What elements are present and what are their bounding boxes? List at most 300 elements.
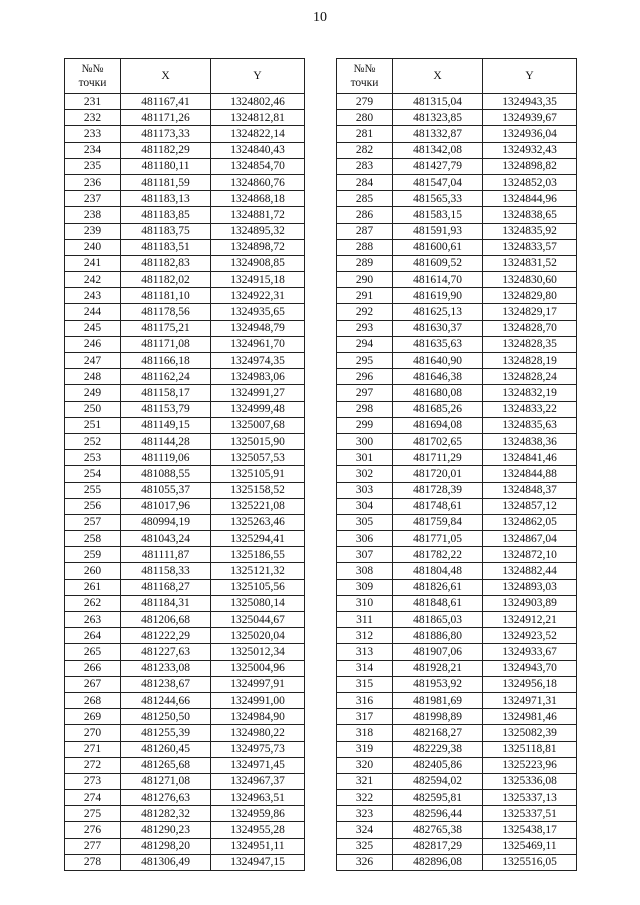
point-number-cell: 263 <box>65 612 121 628</box>
x-coordinate-cell: 481630,37 <box>393 320 483 336</box>
y-coordinate-cell: 1325158,52 <box>211 482 305 498</box>
point-header-line-1: №№ <box>353 63 376 75</box>
point-number-cell: 276 <box>65 822 121 838</box>
table-row <box>337 110 577 126</box>
y-coordinate-cell: 1324933,67 <box>483 644 577 660</box>
point-number-cell: 244 <box>65 304 121 320</box>
y-coordinate-cell: 1324835,92 <box>483 223 577 239</box>
table-body <box>337 94 577 871</box>
x-coordinate-cell: 482765,38 <box>393 822 483 838</box>
point-number-cell: 231 <box>65 94 121 110</box>
y-coordinate-cell: 1324882,44 <box>483 563 577 579</box>
point-number-cell: 296 <box>337 369 393 385</box>
y-coordinate-cell: 1324935,65 <box>211 304 305 320</box>
x-coordinate-cell: 481244,66 <box>121 692 211 708</box>
table-header-row <box>65 59 305 94</box>
x-coordinate-cell: 481565,33 <box>393 191 483 207</box>
table-row <box>65 806 305 822</box>
point-number-cell: 242 <box>65 272 121 288</box>
x-coordinate-cell: 481182,83 <box>121 255 211 271</box>
x-coordinate-cell: 481158,33 <box>121 563 211 579</box>
x-coordinate-cell: 481907,06 <box>393 644 483 660</box>
y-coordinate-cell: 1325337,13 <box>483 790 577 806</box>
x-coordinate-cell: 481771,05 <box>393 531 483 547</box>
table-row <box>65 854 305 870</box>
x-coordinate-cell: 481619,90 <box>393 288 483 304</box>
x-coordinate-cell: 481547,04 <box>393 174 483 190</box>
y-coordinate-cell: 1325221,08 <box>211 498 305 514</box>
x-coordinate-cell: 481748,61 <box>393 498 483 514</box>
x-coordinate-cell: 481886,80 <box>393 628 483 644</box>
table-row <box>337 531 577 547</box>
y-coordinate-cell: 1324872,10 <box>483 547 577 563</box>
table-row <box>337 563 577 579</box>
point-number-cell: 322 <box>337 790 393 806</box>
point-number-cell: 302 <box>337 466 393 482</box>
y-coordinate-cell: 1324829,80 <box>483 288 577 304</box>
x-coordinate-cell: 482594,02 <box>393 773 483 789</box>
point-number-cell: 251 <box>65 417 121 433</box>
table-row <box>337 757 577 773</box>
point-number-cell: 290 <box>337 272 393 288</box>
table-row <box>337 239 577 255</box>
point-number-cell: 316 <box>337 692 393 708</box>
point-number-cell: 298 <box>337 401 393 417</box>
table-row <box>337 94 577 110</box>
y-coordinate-cell: 1324898,82 <box>483 158 577 174</box>
table-row <box>337 353 577 369</box>
table-row <box>65 94 305 110</box>
x-coordinate-cell: 481119,06 <box>121 450 211 466</box>
table-row <box>65 676 305 692</box>
table-row <box>337 595 577 611</box>
table-row <box>337 385 577 401</box>
table-row <box>65 595 305 611</box>
y-coordinate-cell: 1324862,05 <box>483 514 577 530</box>
y-coordinate-cell: 1324895,32 <box>211 223 305 239</box>
point-number-cell: 299 <box>337 417 393 433</box>
point-number-cell: 318 <box>337 725 393 741</box>
point-number-cell: 240 <box>65 239 121 255</box>
table-row <box>337 450 577 466</box>
point-number-cell: 272 <box>65 757 121 773</box>
x-coordinate-cell: 481166,18 <box>121 353 211 369</box>
table-row <box>337 401 577 417</box>
y-coordinate-cell: 1324984,90 <box>211 709 305 725</box>
y-coordinate-cell: 1324943,35 <box>483 94 577 110</box>
table-row <box>337 854 577 870</box>
table-row <box>65 838 305 854</box>
table-row <box>65 239 305 255</box>
x-coordinate-cell: 481171,08 <box>121 336 211 352</box>
y-coordinate-cell: 1324961,70 <box>211 336 305 352</box>
table-row <box>337 498 577 514</box>
x-coordinate-cell: 481290,23 <box>121 822 211 838</box>
point-number-cell: 308 <box>337 563 393 579</box>
y-coordinate-cell: 1324936,04 <box>483 126 577 142</box>
y-coordinate-cell: 1324802,46 <box>211 94 305 110</box>
x-coordinate-cell: 481017,96 <box>121 498 211 514</box>
y-coordinate-cell: 1325015,90 <box>211 433 305 449</box>
y-coordinate-cell: 1325186,55 <box>211 547 305 563</box>
table-row <box>65 385 305 401</box>
x-coordinate-cell: 481635,63 <box>393 336 483 352</box>
y-coordinate-cell: 1324828,70 <box>483 320 577 336</box>
table-row <box>65 207 305 223</box>
table-row <box>65 498 305 514</box>
table-row <box>65 741 305 757</box>
table-row <box>337 158 577 174</box>
point-number-cell: 245 <box>65 320 121 336</box>
point-number-cell: 295 <box>337 353 393 369</box>
y-coordinate-cell: 1324923,52 <box>483 628 577 644</box>
table-row <box>337 304 577 320</box>
x-coordinate-cell: 481260,45 <box>121 741 211 757</box>
table-row <box>337 336 577 352</box>
x-coordinate-cell: 481680,08 <box>393 385 483 401</box>
point-number-cell: 300 <box>337 433 393 449</box>
point-number-cell: 312 <box>337 628 393 644</box>
point-number-cell: 257 <box>65 514 121 530</box>
x-coordinate-cell: 481427,79 <box>393 158 483 174</box>
point-number-cell: 283 <box>337 158 393 174</box>
y-coordinate-cell: 1324951,11 <box>211 838 305 854</box>
point-number-cell: 262 <box>65 595 121 611</box>
point-number-cell: 241 <box>65 255 121 271</box>
x-coordinate-cell: 481168,27 <box>121 579 211 595</box>
y-coordinate-cell: 1324932,43 <box>483 142 577 158</box>
point-number-cell: 249 <box>65 385 121 401</box>
point-number-cell: 239 <box>65 223 121 239</box>
x-coordinate-cell: 480994,19 <box>121 514 211 530</box>
table-row <box>65 255 305 271</box>
x-coordinate-cell: 481928,21 <box>393 660 483 676</box>
table-row <box>65 547 305 563</box>
point-number-cell: 309 <box>337 579 393 595</box>
table-row <box>65 126 305 142</box>
y-coordinate-cell: 1324959,86 <box>211 806 305 822</box>
x-coordinate-cell: 481981,69 <box>393 692 483 708</box>
x-coordinate-cell: 481694,08 <box>393 417 483 433</box>
x-coordinate-cell: 481685,26 <box>393 401 483 417</box>
y-coordinate-cell: 1324841,46 <box>483 450 577 466</box>
point-number-cell: 254 <box>65 466 121 482</box>
table-row <box>65 612 305 628</box>
x-coordinate-cell: 482817,29 <box>393 838 483 854</box>
point-number-cell: 273 <box>65 773 121 789</box>
x-coordinate-cell: 481782,22 <box>393 547 483 563</box>
x-coordinate-cell: 481255,39 <box>121 725 211 741</box>
y-coordinate-cell: 1324981,46 <box>483 709 577 725</box>
x-coordinate-cell: 481342,08 <box>393 142 483 158</box>
y-coordinate-cell: 1324956,18 <box>483 676 577 692</box>
x-coordinate-cell: 481183,85 <box>121 207 211 223</box>
x-coordinate-cell: 481158,17 <box>121 385 211 401</box>
x-coordinate-cell: 481144,28 <box>121 433 211 449</box>
point-number-cell: 260 <box>65 563 121 579</box>
point-number-cell: 282 <box>337 142 393 158</box>
point-number-cell: 232 <box>65 110 121 126</box>
point-number-cell: 279 <box>337 94 393 110</box>
point-number-cell: 326 <box>337 854 393 870</box>
point-number-cell: 287 <box>337 223 393 239</box>
y-coordinate-cell: 1325105,91 <box>211 466 305 482</box>
x-header: X <box>121 59 211 94</box>
point-number-header <box>337 59 393 94</box>
point-number-cell: 301 <box>337 450 393 466</box>
table-row <box>337 482 577 498</box>
x-coordinate-cell: 481826,61 <box>393 579 483 595</box>
x-coordinate-cell: 481600,61 <box>393 239 483 255</box>
table-row <box>337 676 577 692</box>
point-number-cell: 271 <box>65 741 121 757</box>
y-coordinate-cell: 1324852,03 <box>483 174 577 190</box>
y-coordinate-cell: 1325012,34 <box>211 644 305 660</box>
x-coordinate-cell: 481298,20 <box>121 838 211 854</box>
x-coordinate-cell: 481183,51 <box>121 239 211 255</box>
y-coordinate-cell: 1324963,51 <box>211 790 305 806</box>
point-number-cell: 259 <box>65 547 121 563</box>
x-coordinate-cell: 481149,15 <box>121 417 211 433</box>
point-number-cell: 294 <box>337 336 393 352</box>
y-coordinate-cell: 1324912,21 <box>483 612 577 628</box>
x-coordinate-cell: 481646,38 <box>393 369 483 385</box>
y-coordinate-cell: 1324830,60 <box>483 272 577 288</box>
table-row <box>65 191 305 207</box>
table-row <box>65 433 305 449</box>
y-coordinate-cell: 1325121,32 <box>211 563 305 579</box>
point-number-cell: 293 <box>337 320 393 336</box>
point-number-cell: 268 <box>65 692 121 708</box>
table-row <box>337 369 577 385</box>
x-coordinate-cell: 482595,81 <box>393 790 483 806</box>
point-number-cell: 275 <box>65 806 121 822</box>
point-number-cell: 250 <box>65 401 121 417</box>
table-row <box>337 741 577 757</box>
table-row <box>337 223 577 239</box>
x-coordinate-cell: 481178,56 <box>121 304 211 320</box>
point-number-cell: 243 <box>65 288 121 304</box>
table-row <box>337 725 577 741</box>
point-number-cell: 324 <box>337 822 393 838</box>
table-header-row <box>337 59 577 94</box>
table-row <box>337 191 577 207</box>
point-number-cell: 321 <box>337 773 393 789</box>
point-number-cell: 261 <box>65 579 121 595</box>
y-coordinate-cell: 1324835,63 <box>483 417 577 433</box>
x-coordinate-cell: 481265,68 <box>121 757 211 773</box>
point-number-cell: 323 <box>337 806 393 822</box>
y-coordinate-cell: 1325007,68 <box>211 417 305 433</box>
table-row <box>337 417 577 433</box>
y-coordinate-cell: 1324867,04 <box>483 531 577 547</box>
point-number-cell: 278 <box>65 854 121 870</box>
x-coordinate-cell: 481167,41 <box>121 94 211 110</box>
table-row <box>65 336 305 352</box>
point-number-cell: 248 <box>65 369 121 385</box>
table-row <box>337 288 577 304</box>
x-coordinate-cell: 481640,90 <box>393 353 483 369</box>
x-coordinate-cell: 481173,33 <box>121 126 211 142</box>
point-number-cell: 238 <box>65 207 121 223</box>
y-coordinate-cell: 1324822,14 <box>211 126 305 142</box>
table-row <box>65 320 305 336</box>
x-coordinate-cell: 481238,67 <box>121 676 211 692</box>
table-row <box>65 417 305 433</box>
y-coordinate-cell: 1325118,81 <box>483 741 577 757</box>
table-row <box>337 628 577 644</box>
x-coordinate-cell: 482229,38 <box>393 741 483 757</box>
point-number-cell: 255 <box>65 482 121 498</box>
y-header: Y <box>211 59 305 94</box>
y-coordinate-cell: 1325082,39 <box>483 725 577 741</box>
table-row <box>65 514 305 530</box>
y-coordinate-cell: 1324881,72 <box>211 207 305 223</box>
x-coordinate-cell: 481088,55 <box>121 466 211 482</box>
x-coordinate-cell: 482405,86 <box>393 757 483 773</box>
x-coordinate-cell: 482596,44 <box>393 806 483 822</box>
table-row <box>337 142 577 158</box>
y-coordinate-cell: 1324893,03 <box>483 579 577 595</box>
x-coordinate-cell: 481180,11 <box>121 158 211 174</box>
table-row <box>337 838 577 854</box>
table-row <box>337 207 577 223</box>
table-row <box>65 158 305 174</box>
y-coordinate-cell: 1324975,73 <box>211 741 305 757</box>
x-coordinate-cell: 481043,24 <box>121 531 211 547</box>
x-coordinate-cell: 481848,61 <box>393 595 483 611</box>
page-number: 10 <box>313 10 327 25</box>
y-coordinate-cell: 1324971,31 <box>483 692 577 708</box>
point-number-cell: 325 <box>337 838 393 854</box>
x-coordinate-cell: 481998,89 <box>393 709 483 725</box>
point-number-cell: 297 <box>337 385 393 401</box>
x-coordinate-cell: 481181,59 <box>121 174 211 190</box>
x-coordinate-cell: 481182,02 <box>121 272 211 288</box>
y-coordinate-cell: 1325105,56 <box>211 579 305 595</box>
table-row <box>65 644 305 660</box>
y-coordinate-cell: 1324999,48 <box>211 401 305 417</box>
table-row <box>65 692 305 708</box>
table-row <box>65 660 305 676</box>
table-row <box>65 579 305 595</box>
table-row <box>337 692 577 708</box>
y-coordinate-cell: 1325020,04 <box>211 628 305 644</box>
point-number-cell: 280 <box>337 110 393 126</box>
y-coordinate-cell: 1324947,15 <box>211 854 305 870</box>
table-body <box>65 94 305 871</box>
x-coordinate-cell: 481181,10 <box>121 288 211 304</box>
point-number-cell: 314 <box>337 660 393 676</box>
y-coordinate-cell: 1324922,31 <box>211 288 305 304</box>
point-number-cell: 270 <box>65 725 121 741</box>
table-row <box>337 466 577 482</box>
point-number-cell: 266 <box>65 660 121 676</box>
table-row <box>65 563 305 579</box>
table-row <box>337 644 577 660</box>
y-coordinate-cell: 1324840,43 <box>211 142 305 158</box>
table-row <box>65 466 305 482</box>
point-number-cell: 236 <box>65 174 121 190</box>
y-coordinate-cell: 1325516,05 <box>483 854 577 870</box>
point-number-cell: 252 <box>65 433 121 449</box>
table-row <box>337 612 577 628</box>
x-coordinate-cell: 481276,63 <box>121 790 211 806</box>
y-coordinate-cell: 1324903,89 <box>483 595 577 611</box>
x-coordinate-cell: 482896,08 <box>393 854 483 870</box>
coordinates-table-right <box>336 58 577 871</box>
point-number-cell: 320 <box>337 757 393 773</box>
y-coordinate-cell: 1324997,91 <box>211 676 305 692</box>
x-coordinate-cell: 481306,49 <box>121 854 211 870</box>
y-coordinate-cell: 1324915,18 <box>211 272 305 288</box>
coordinates-table-left <box>64 58 305 871</box>
y-coordinate-cell: 1324991,00 <box>211 692 305 708</box>
x-coordinate-cell: 481233,08 <box>121 660 211 676</box>
point-number-cell: 286 <box>337 207 393 223</box>
x-header: X <box>393 59 483 94</box>
x-coordinate-cell: 481282,32 <box>121 806 211 822</box>
table-row <box>65 272 305 288</box>
table-row <box>65 709 305 725</box>
y-coordinate-cell: 1325263,46 <box>211 514 305 530</box>
point-number-cell: 267 <box>65 676 121 692</box>
table-row <box>65 142 305 158</box>
y-coordinate-cell: 1324971,45 <box>211 757 305 773</box>
table-row <box>65 223 305 239</box>
y-coordinate-cell: 1324848,37 <box>483 482 577 498</box>
table-row <box>337 547 577 563</box>
point-number-cell: 237 <box>65 191 121 207</box>
table-row <box>65 369 305 385</box>
point-number-header <box>65 59 121 94</box>
x-coordinate-cell: 481183,13 <box>121 191 211 207</box>
x-coordinate-cell: 481162,24 <box>121 369 211 385</box>
point-number-cell: 288 <box>337 239 393 255</box>
table-row <box>337 174 577 190</box>
table-row <box>337 255 577 271</box>
table-row <box>337 822 577 838</box>
x-coordinate-cell: 481250,50 <box>121 709 211 725</box>
table-row <box>65 482 305 498</box>
x-coordinate-cell: 481222,29 <box>121 628 211 644</box>
y-coordinate-cell: 1325438,17 <box>483 822 577 838</box>
y-coordinate-cell: 1324838,65 <box>483 207 577 223</box>
x-coordinate-cell: 481865,03 <box>393 612 483 628</box>
y-coordinate-cell: 1324828,24 <box>483 369 577 385</box>
table-row <box>65 174 305 190</box>
y-coordinate-cell: 1324828,35 <box>483 336 577 352</box>
y-coordinate-cell: 1324854,70 <box>211 158 305 174</box>
y-coordinate-cell: 1325294,41 <box>211 531 305 547</box>
point-number-cell: 305 <box>337 514 393 530</box>
y-coordinate-cell: 1325080,14 <box>211 595 305 611</box>
point-number-cell: 258 <box>65 531 121 547</box>
y-coordinate-cell: 1324812,81 <box>211 110 305 126</box>
table-row <box>65 725 305 741</box>
table-row <box>337 709 577 725</box>
y-coordinate-cell: 1325057,53 <box>211 450 305 466</box>
point-number-cell: 233 <box>65 126 121 142</box>
point-number-cell: 269 <box>65 709 121 725</box>
y-coordinate-cell: 1324948,79 <box>211 320 305 336</box>
point-number-cell: 285 <box>337 191 393 207</box>
table-row <box>337 660 577 676</box>
point-number-cell: 265 <box>65 644 121 660</box>
x-coordinate-cell: 481728,39 <box>393 482 483 498</box>
y-header: Y <box>483 59 577 94</box>
point-number-cell: 235 <box>65 158 121 174</box>
